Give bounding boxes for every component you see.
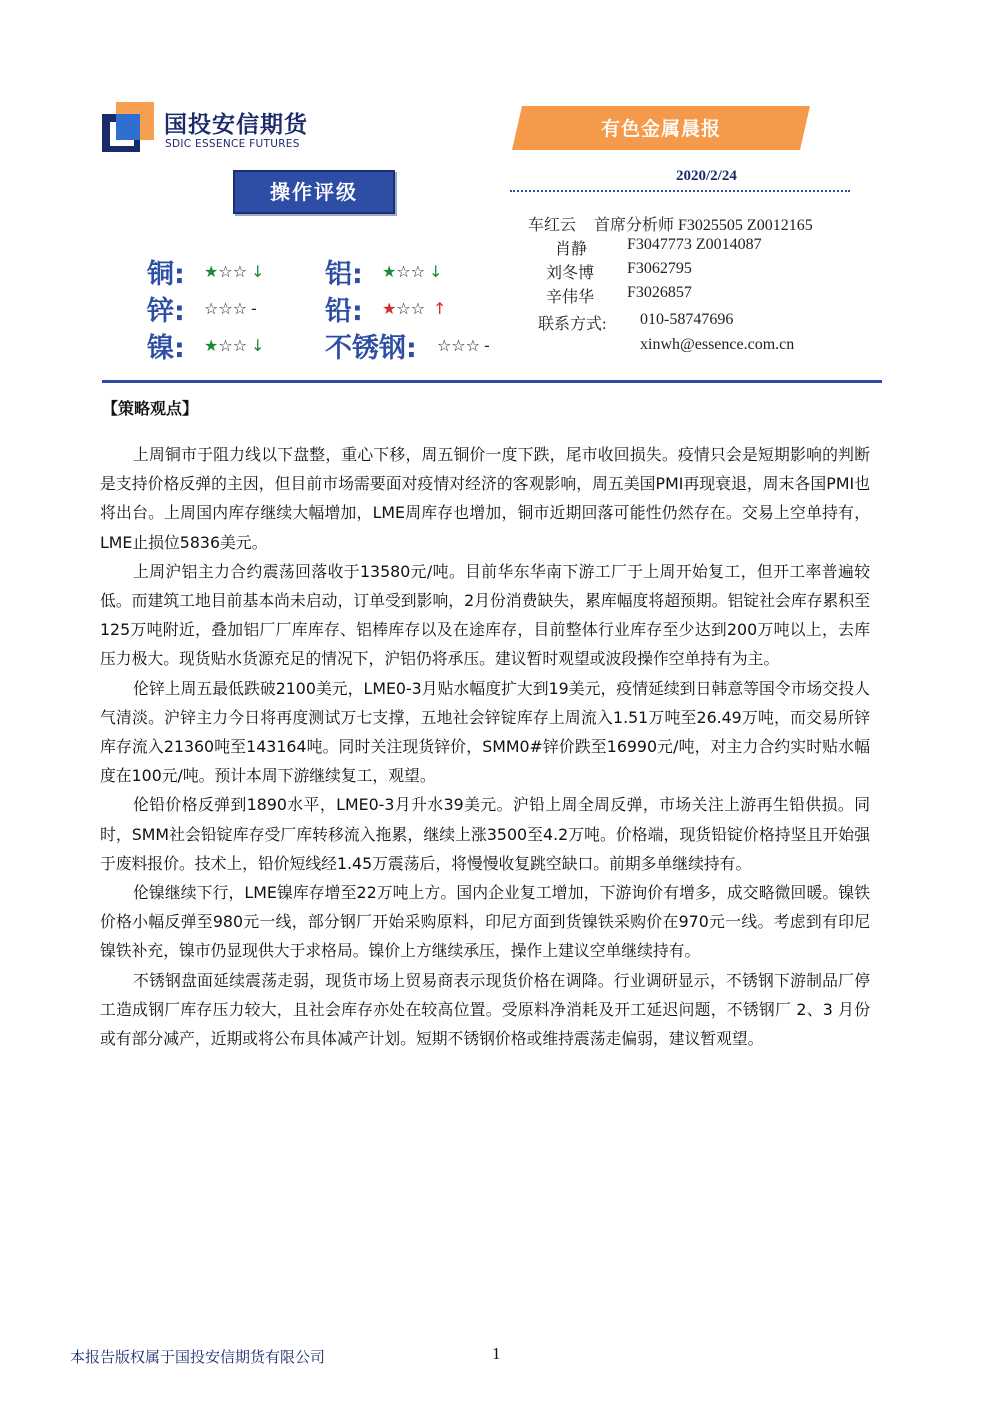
empty-star-icon: ☆☆☆	[204, 299, 248, 318]
nickel-rating	[204, 336, 264, 355]
paragraph-aluminum: 上周沪铝主力合约震荡回落收于13580元/吨。目前华东华南下游工厂于上周开始复工，但开工率普遍较低。而建筑工地目前基本尚未启动，订单受到影响，2月份消费缺失，累库幅度将超预期。铝锭社会库存累积至125万吨附近，叠加铝厂厂库库存、铝棒库存以及在途库存，目前整体行业库存至少达到200万吨以上，去库压力极大。现货贴水货源充足的情况下，沪铝仍将承压。建议暂时观望或波段操作空单持有为主。	[100, 561, 870, 669]
report-date: 2020/2/24	[676, 168, 737, 184]
contact-label: 联系方式:	[538, 316, 607, 333]
analyst-cert: F3026857	[627, 284, 692, 301]
contact-phone: 010-58747696	[640, 311, 734, 328]
metal-zinc-label: 锌:	[147, 296, 185, 327]
analyst-name: 车红云	[528, 217, 577, 234]
empty-star-icon: ☆☆	[218, 336, 248, 355]
trend-down-icon: ↓	[251, 336, 265, 355]
analyst-name: 刘冬博	[546, 265, 595, 282]
company-logo	[102, 102, 322, 154]
metal-aluminum-label: 铝:	[325, 259, 363, 290]
analyst-name: 肖静	[555, 241, 588, 258]
metal-lead-label: 铅:	[325, 296, 363, 327]
trend-down-icon: ↓	[429, 262, 443, 281]
contact-email-row	[640, 336, 794, 354]
paragraph-lead: 伦铅价格反弹到1890水平，LME0-3月升水39美元。沪铅上周全周反弹，市场关注上游再生铅供损。同时，SMM社会铅锭库存受厂库转移流入拖累，继续上涨3500至4.2万吨。价格端，现货铅锭价格持坚且开始强于废料报价。技术上，铅价短线经1.45万震荡后，将慢慢收复跳空缺口。前期多单继续持有。	[100, 795, 870, 873]
stainless-rating	[437, 336, 490, 355]
paragraph-zinc: 伦锌上周五最低跌破2100美元，LME0-3月贴水幅度扩大到19美元，疫情延续到日韩意等国令市场交投人气清淡。沪锌主力今日将再度测试万七支撑，五地社会锌锭库存上周流入1.51万吨至26.49万吨，而交易所锌库存流入21360吨至143164吨。同时关注现货锌价，SMM0#锌价跌至16990元/吨，对主力合约实时贴水幅度在100元/吨。预计本周下游继续复工，观望。	[100, 678, 870, 786]
paragraph-copper: 上周铜市于阻力线以下盘整，重心下移，周五铜价一度下跌，尾市收回损失。疫情只会是短期影响的判断是支持价格反弹的主因，但目前市场需要面对疫情对经济的客观影响，周五美国PMI再现衰退，周末各国PMI也将出台。上周国内库存继续大幅增加，LME周库存也增加，铜市近期回落可能性仍然存在。交易上空单持有，LME止损位5836美元。	[100, 445, 870, 552]
paragraph-stainless: 不锈钢盘面延续震荡走弱，现货市场上贸易商表示现货价格在调降。行业调研显示，不锈钢下游制品厂停工造成钢厂库存压力较大，且社会库存亦处在较高位置。受原料净消耗及开工延迟问题，不锈钢厂 2、3 月份或有部分减产，近期或将公布具体减产计划。短期不锈钢价格或维持震荡走偏弱，建议暂观望。	[100, 970, 870, 1049]
contact-email: xinwh@essence.com.cn	[640, 336, 795, 353]
analyst-cert: F3047773 Z0014087	[627, 236, 762, 253]
trend-flat-icon: -	[251, 299, 257, 318]
dotted-divider	[510, 190, 850, 192]
contact-phone-row	[538, 311, 734, 334]
metal-nickel-label: 镍:	[147, 333, 185, 364]
analyst-row	[528, 212, 813, 235]
zinc-rating	[204, 299, 257, 318]
empty-star-icon: ☆☆	[396, 299, 426, 318]
aluminum-rating	[382, 262, 442, 281]
metal-stainless-label: 不锈钢:	[325, 333, 417, 364]
page-number: 1	[492, 1344, 501, 1363]
empty-star-icon: ☆☆	[396, 262, 426, 281]
analyst-row	[555, 236, 762, 259]
analyst-row	[546, 260, 692, 283]
metal-copper-label: 铜:	[147, 259, 185, 290]
filled-star-icon: ★	[382, 262, 397, 281]
report-title: 有色金属晨报	[600, 118, 721, 140]
filled-star-icon: ★	[382, 299, 397, 318]
paragraph-nickel: 伦镍继续下行，LME镍库存增至22万吨上方。国内企业复工增加，下游询价有增多，成交略微回暖。镍铁价格小幅反弹至980元一线，部分钢厂开始采购原料，印尼方面到货镍铁采购价在970元一线。考虑到有印尼镍铁补充，镍市仍显现供大于求格局。镍价上方继续承压，操作上建议空单继续持有。	[100, 883, 870, 961]
logo-english-name: SDIC ESSENCE FUTURES	[165, 138, 300, 150]
header-divider	[102, 380, 882, 383]
strategy-body	[100, 440, 870, 1053]
section-title: 【策略观点】	[102, 399, 199, 418]
logo-mark-icon	[102, 102, 154, 152]
analyst-cert: F3062795	[627, 260, 692, 277]
report-title-banner	[512, 106, 810, 150]
filled-star-icon: ★	[204, 336, 219, 355]
analyst-name: 辛伟华	[546, 289, 595, 306]
trend-flat-icon: -	[484, 336, 490, 355]
empty-star-icon: ☆☆☆	[437, 336, 481, 355]
filled-star-icon: ★	[204, 262, 219, 281]
rating-label-box: 操作评级	[233, 170, 395, 214]
footer-copyright: 本报告版权属于国投安信期货有限公司	[70, 1350, 326, 1366]
trend-up-icon: ↑	[433, 299, 447, 318]
lead-rating	[382, 299, 446, 318]
trend-down-icon: ↓	[251, 262, 265, 281]
analyst-row	[546, 284, 692, 307]
empty-star-icon: ☆☆	[218, 262, 248, 281]
copper-rating	[204, 262, 264, 281]
analyst-cert: 首席分析师 F3025505 Z0012165	[594, 217, 813, 234]
logo-chinese-name: 国投安信期货	[164, 112, 308, 138]
